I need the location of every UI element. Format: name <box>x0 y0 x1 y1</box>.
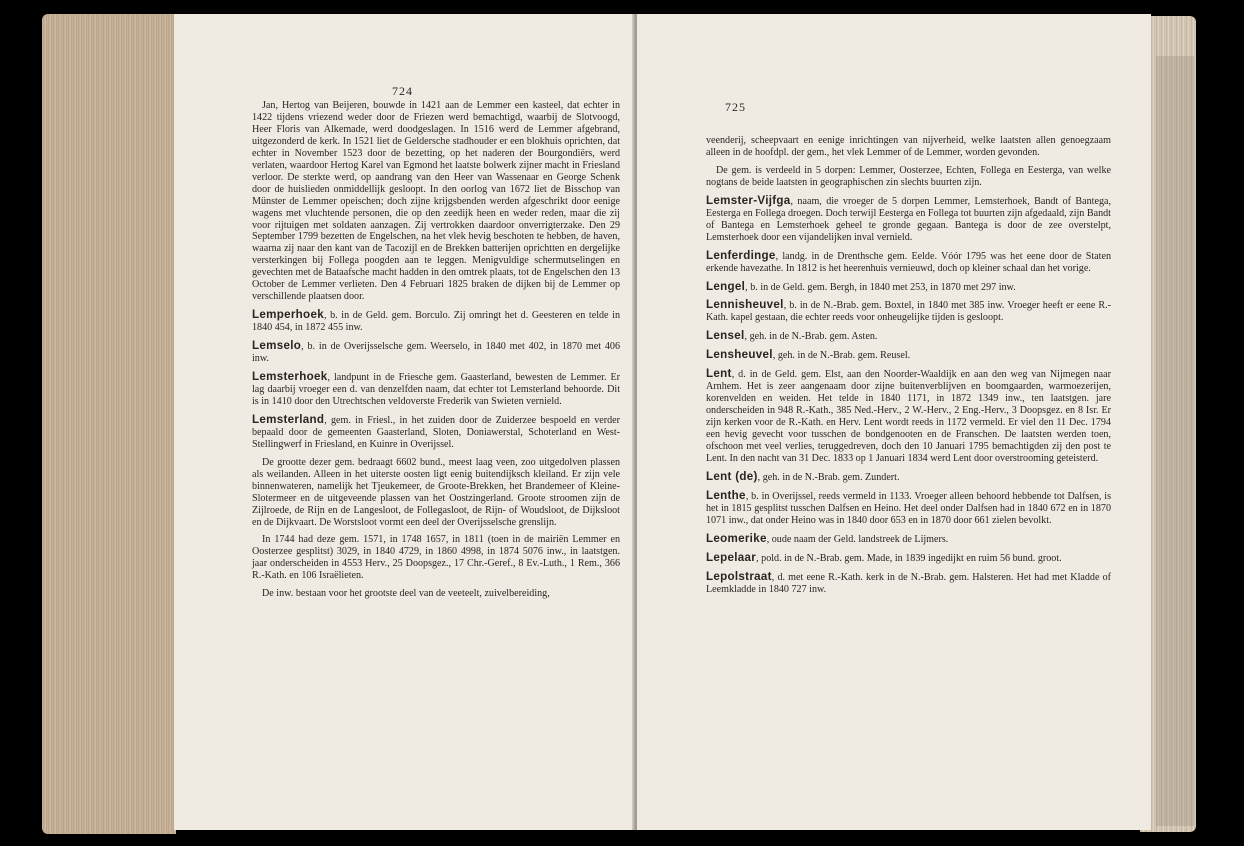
left-page <box>174 14 634 830</box>
paragraph-text: , landg. in de Drenthsche gem. Eelde. Vóór 1795 was het eene door de Staten erkende havezathe. In 1812 is het heerenhuis vernieuwd, doch op kleiner schaal dan het vorige. <box>706 250 1111 274</box>
entry-headword: Lenferdinge <box>706 248 776 262</box>
dictionary-entry <box>252 340 620 365</box>
entry-headword: Lent (de) <box>706 469 758 483</box>
right-page <box>637 14 1151 830</box>
entry-headword: Lengel <box>706 279 746 293</box>
page-number-left: 724 <box>392 84 413 98</box>
paragraph-text: veenderij, scheepvaart en eenige inrichtingen van nijverheid, welke laatsten allen genoegzaam alleen in de hoofdpl. der gem., het vlek Lemmer of de Lemmer, worden gevonden. <box>706 135 1111 158</box>
entry-headword: Lemsterland <box>252 412 325 426</box>
paragraph-text: In 1744 had deze gem. 1571, in 1748 1657, in 1811 (toen in de mairiën Lemmer en Oosterzee gesplitst) 3029, in 1840 4729, in 1860 4998, in 1874 5076 inw., in laatstgen. jaar onderscheiden in 4553 Herv., 25 Doopsgez., 17 Chr.-Geref., 8 Ev.-Luth., 1 Rem., 366 R.-Kath. en 106 Israëlieten. <box>252 534 620 582</box>
entry-headword: Lensheuvel <box>706 348 773 362</box>
paragraph-text: , geh. in de N.-Brab. gem. Asten. <box>744 331 878 343</box>
entry-headword: Lepolstraat <box>706 569 772 583</box>
paragraph-text: , b. in Overijssel, reeds vermeld in 1133. Vroeger alleen behoord hebbende tot Dalfsen, is het in 1815 gesplitst tusschen Dalfsen en Heino. Het deel onder Dalfsen had in 1840 672 en in 1870 1071 inw., dat onder Heino was in 1840 door 653 en in 1870 door 661 zielen bevolkt. <box>706 490 1111 526</box>
paragraph <box>706 135 1111 159</box>
dictionary-entry <box>706 571 1111 596</box>
paragraph-text: , geh. in de N.-Brab. gem. Reusel. <box>772 350 911 362</box>
dictionary-entry <box>252 309 620 334</box>
entry-headword: Lemselo <box>252 339 302 353</box>
paragraph-text: , b. in de N.-Brab. gem. Boxtel, in 1840 met 385 inw. Vroeger heeft er eene R.-Kath. kapel gestaan, die echter reeds voor onheugelijke tijden is gesloopt. <box>706 300 1111 324</box>
dictionary-entry <box>706 195 1111 244</box>
paragraph <box>252 534 620 582</box>
right-page-text <box>706 135 1111 602</box>
left-page-text <box>252 100 620 606</box>
dictionary-entry <box>706 299 1111 324</box>
book-edge-left <box>42 14 176 834</box>
page-number-right: 725 <box>725 100 746 114</box>
paragraph <box>252 100 620 303</box>
entry-headword: Lemster-Vijfga <box>706 193 791 207</box>
dictionary-entry <box>706 471 1111 484</box>
dictionary-entry <box>252 414 620 451</box>
entry-headword: Lensel <box>706 329 745 343</box>
paragraph-text: , d. met eene R.-Kath. kerk in de N.-Brab. gem. Halsteren. Het had met Kladde of Leemkladde in 1840 727 inw. <box>706 571 1111 595</box>
paragraph-text: Jan, Hertog van Beijeren, bouwde in 1421 aan de Lemmer een kasteel, dat echter in 1422 tijdens vriezend weder door de Friezen werd bemachtigd, waarbij de Slotvoogd, Heer Floris van Alkemade, werd doodgeslagen. In 1516 werd de Lemmer afgebrand, uitgezonderd de kerk. In 1521 liet de Geldersche stadhouder er een blokhuis oprichten, dat echter in November 1523 door de bezetting, op het naderen der Bourgondiërs, werd verlaten, waardoor Hertog Karel van Egmond het laatste bolwerk zijner macht in Friesland verloor. De sterkte werd, op aandrang van den Heer van Wassenaar en George Schenk door de huislieden onmiddellijk gesloopt. In den oorlog van 1672 liet de Bisschop van Münster de Lemmer opeischen; doch zijne krijgsbenden werden afgeschrikt door eenige wagens met vluchtende personen, die op den zeedijk heen en weder reden, maar die zij voor rijtuigen met soldaten aanzagen. Zij vertrokken daardoor onverrigterzake. Den 29 September 1799 bezetten de Engelschen, na het vlek hevig beschoten te hebben, de haven, waarna zij naar den kant van de Tacozijl en de Brekken batterijen oprichtten en dergelijke versterkingen bij Follega poogden aan te leggen. Menigvuldige schermutselingen en gevechten met de Bataafsche macht hadden in den omtrek plaats, tot de Engelschen den 13 October de Lemmer verlieten. Den 4 Februari 1825 braken de dijken bij de Lemmer op verschillende plaatsen door. <box>252 100 620 303</box>
paragraph-text: , pold. in de N.-Brab. gem. Made, in 1839 ingedijkt en ruim 56 bund. groot. <box>756 552 1062 564</box>
paragraph-text: , b. in de Overijsselsche gem. Weerselo, in 1840 met 402, in 1870 met 406 inw. <box>252 341 620 365</box>
entry-headword: Lepelaar <box>706 550 757 564</box>
paragraph-text: De grootte dezer gem. bedraagt 6602 bund., meest laag veen, zoo uitgedolven plassen als weilanden. Alleen in het uiterste oosten ligt eenig buitendijksch kleiland. Er zijn vele binnenwateren, namelijk het Tjeukemeer, de Groote-Brekken, het Brandemeer of Kleine-Slotermeer en de uitgeveende plassen van het Oostzingerland. Groote stroomen zijn de Zijlroede, de Rijn en de Langesloot, de Follegasloot, de Rijn- of Woudsloot, de Dijksloot en de Dijkvaart. De Worstsloot vormt een deel der Overijsselsche grenslijn. <box>252 456 620 528</box>
paragraph-text: , naam, die vroeger de 5 dorpen Lemmer, Lemsterhoek, Bandt of Bantega, Eesterga en Follega droegen. Doch terwijl Eesterga en Follega tot buurten zijn afgedaald, zijn Bandt of Bantega en Lemsterhoek geheel te gronde gegaan. Bantega is door de zee overstelpt, Lemsterhoek door een vijandelijken inval vernield. <box>706 195 1111 243</box>
entry-headword: Lemperhoek <box>252 308 324 322</box>
paragraph-text: , gem. in Friesl., in het zuiden door de Zuiderzee bespoeld en verder bepaald door de gemeenten Gaasterland, Sloten, Doniawerstal, Schoterland en West-Stellingwerf in Friesland, en Kuinre in Overijssel. <box>252 414 620 450</box>
paragraph-text: , b. in de Geld. gem. Borculo. Zij omringt het d. Geesteren en telde in 1840 454, in 1872 455 inw. <box>252 310 620 334</box>
dictionary-entry <box>706 250 1111 275</box>
paragraph-text: , oude naam der Geld. landstreek de Lijmers. <box>766 533 949 545</box>
paragraph-text: , landpunt in de Friesche gem. Gaasterland, bewesten de Lemmer. Er lag daarbij vroeger een d. van denzelfden naam, dat echter tot Lemsterland behoorde. Dit is in 1410 door den Utrechtschen veldoverste Frederik van Swieten vernield. <box>252 372 620 407</box>
entry-headword: Lennisheuvel <box>706 298 784 312</box>
entry-headword: Lenthe <box>706 488 746 502</box>
entry-headword: Lemsterhoek <box>252 370 328 384</box>
dictionary-entry <box>706 281 1111 294</box>
dictionary-entry <box>706 349 1111 362</box>
paragraph-text: De inw. bestaan voor het grootste deel van de veeteelt, zuivelbereiding, <box>262 588 550 600</box>
paragraph-text: De gem. is verdeeld in 5 dorpen: Lemmer, Oosterzee, Echten, Follega en Eesterga, van welke nogtans de beide laatsten in geographischen zin slechts buurten zijn. <box>706 164 1111 188</box>
paragraph <box>252 588 620 600</box>
paragraph-text: , geh. in de N.-Brab. gem. Zundert. <box>757 471 900 483</box>
dictionary-entry <box>706 368 1111 465</box>
entry-headword: Lent <box>706 367 732 381</box>
dictionary-entry <box>706 552 1111 565</box>
dictionary-entry <box>252 371 620 408</box>
dictionary-entry <box>706 330 1111 343</box>
paragraph-text: , b. in de Geld. gem. Bergh, in 1840 met 253, in 1870 met 297 inw. <box>745 281 1016 293</box>
dictionary-entry <box>706 533 1111 546</box>
entry-headword: Leomerike <box>706 531 767 545</box>
paragraph-text: , d. in de Geld. gem. Elst, aan den Noorder-Waaldijk en aan den weg van Nijmegen naar Arnhem. Het is zeer aangenaam door zijne buitenverblijven en boomgaarden, warmoezerijen, korenvelden en weiden. Het telde in 1840 1171, in 1872 1349 inw., ten laatstgen. jare onderscheiden in 948 R.-Kath., 385 Ned.-Herv., 2 W.-Herv., 2 Eng.-Herv., 3 Doopsgez. en 8 Isr. Er zijn kerken voor de R.-Kath. en Herv. Lent wordt reeds in 1172 vermeld. Er viel den 11 Dec. 1794 een hevig gevecht voor tusschen de bondgenooten en de Franschen. De laatsten werden toen, ofschoon met veel verlies, teruggedreven, doch den 10 Januari 1795 bemachtigden zij den post te Lent. In den nacht van 31 Dec. 1833 op 1 Januari 1834 werd Lent door overstrooming geteisterd. <box>706 369 1111 464</box>
paragraph <box>252 457 620 529</box>
paragraph <box>706 165 1111 189</box>
dictionary-entry <box>706 490 1111 527</box>
